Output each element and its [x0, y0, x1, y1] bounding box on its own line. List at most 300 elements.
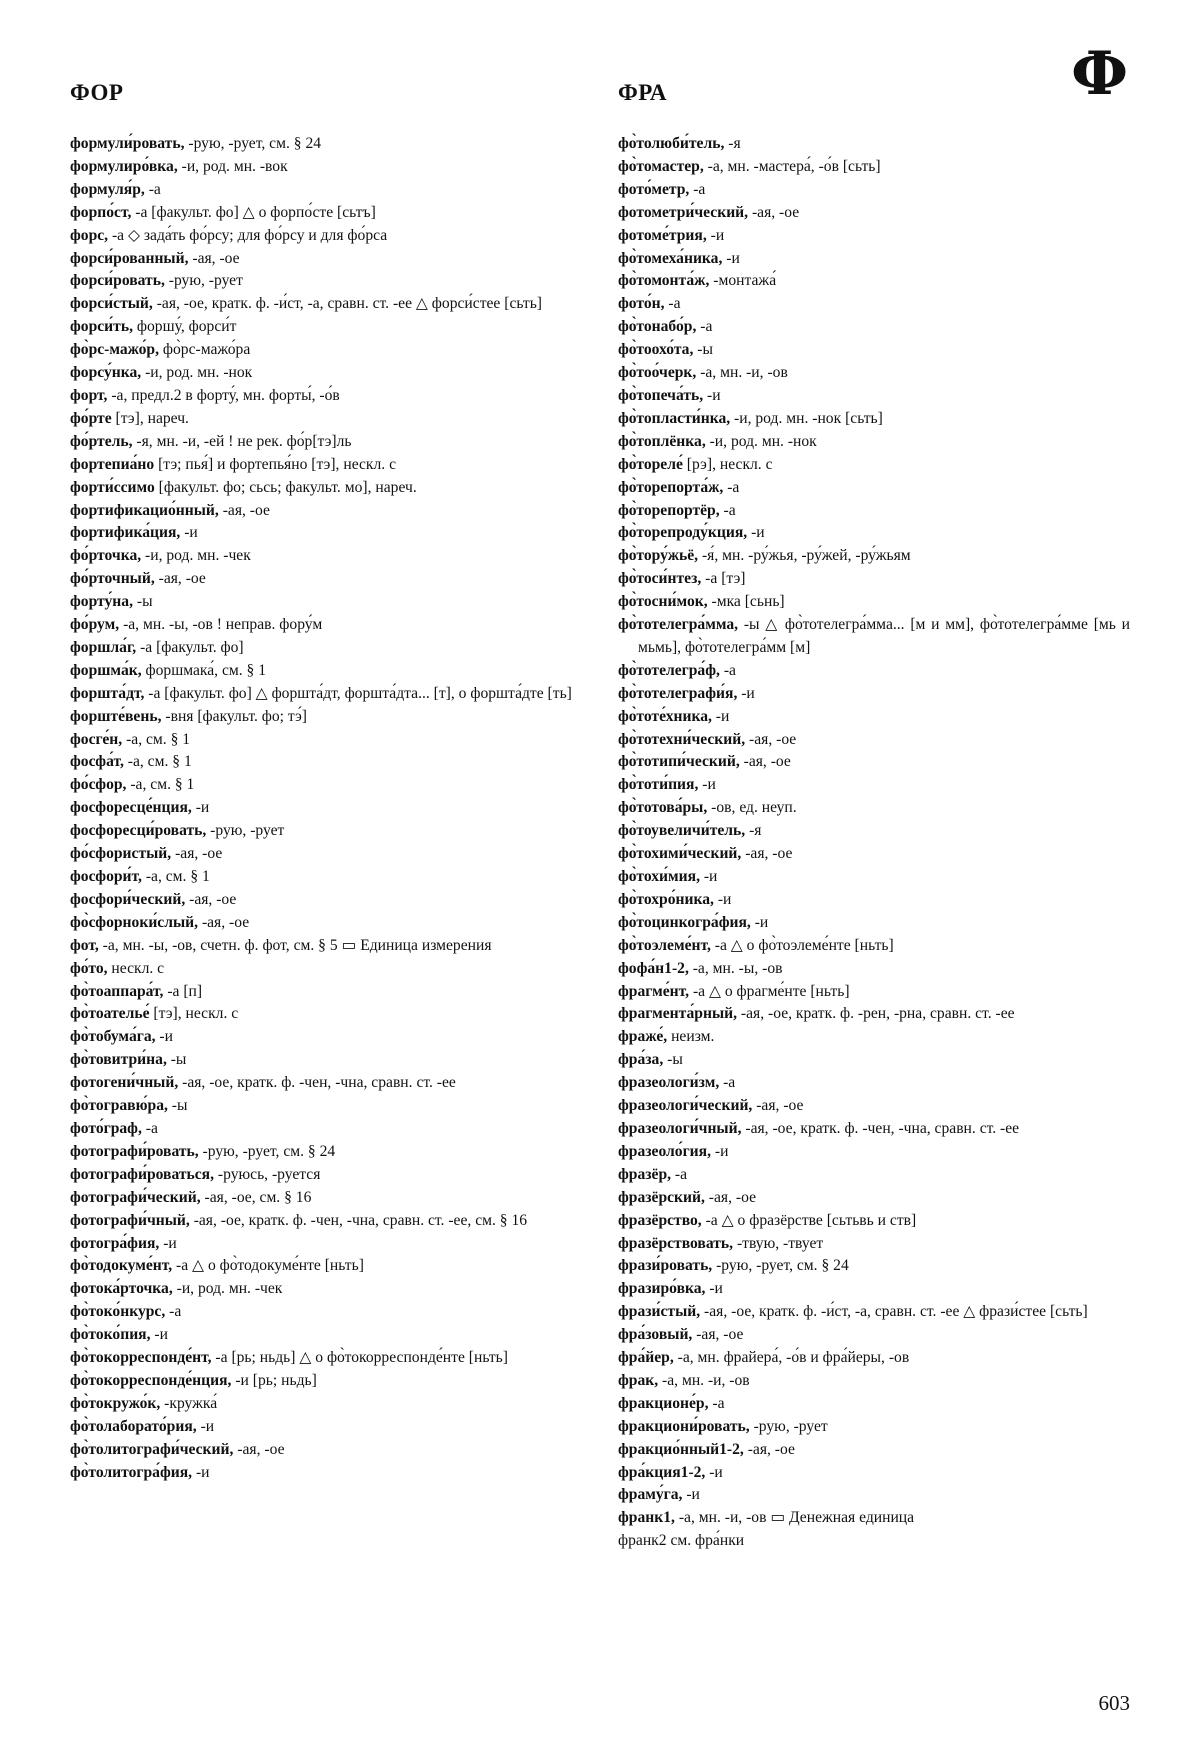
entry-definition: -и — [192, 1463, 210, 1481]
dictionary-entry — [618, 1324, 1130, 1347]
entry-headword: фо̀тотова́ры, — [618, 799, 708, 817]
entry-definition: -а ◇ зада́ть фо́рсу; для фо́рсу и для фо́рса — [108, 226, 388, 244]
dictionary-entry — [618, 683, 1130, 706]
entry-definition: -ая, -ое — [188, 249, 240, 267]
entry-headword: фо̀токорреспонде́нция, — [70, 1371, 232, 1389]
dictionary-entry — [618, 751, 1130, 774]
dictionary-entry — [70, 1210, 586, 1233]
entry-definition: -а — [708, 1394, 725, 1412]
entry-definition: -рую, -рует — [206, 822, 285, 840]
entry-headword: фото́граф, — [70, 1119, 142, 1137]
entry-definition: -а — [689, 180, 706, 198]
entry-definition: -а, мн. -ы, -ов ! неправ. фору́м — [119, 616, 323, 634]
dictionary-entry — [618, 1233, 1130, 1256]
dictionary-entry — [70, 477, 586, 500]
entry-headword: фо́то, — [70, 959, 108, 977]
entry-headword: форту́на, — [70, 593, 133, 611]
dictionary-entry — [70, 1233, 586, 1256]
entry-definition: -а — [671, 1165, 688, 1183]
entry-definition: -и, род. мн. -нок [сьть] — [730, 409, 883, 427]
entry-definition: -а — [723, 478, 740, 496]
entry-definition: -ая, -ое, кратк. ф. -и́ст, -а, сравн. ст. -ее △ форси́стее [сьть] — [152, 295, 543, 313]
entry-definition: -ая, -ое — [233, 1440, 285, 1458]
entry-headword: фо̀токорреспонде́нт, — [70, 1349, 212, 1367]
entry-definition: -ы — [132, 593, 153, 611]
entry-definition: -кружка́ — [160, 1394, 218, 1412]
dictionary-entry — [70, 408, 586, 431]
entry-headword: фо́рте — [70, 409, 112, 427]
left-guide-word: ФОР — [70, 80, 124, 105]
entry-definition: -и — [737, 684, 755, 702]
entry-headword: форпо́ст, — [70, 203, 132, 221]
entry-definition: -а [факульт. фо] — [136, 638, 244, 656]
entry-definition: -и — [750, 913, 769, 931]
dictionary-entry — [618, 1393, 1130, 1416]
entry-headword: фо̀топеча́ть, — [618, 386, 704, 404]
dictionary-entry — [70, 751, 586, 774]
entry-definition: -и — [722, 249, 740, 267]
entry-headword: фо̀токо́нкурс, — [70, 1303, 166, 1321]
entry-definition: франк2 см. фра́нки — [618, 1532, 745, 1550]
entry-headword: фо̀токо́пия, — [70, 1326, 151, 1344]
dictionary-entry — [618, 1141, 1130, 1164]
entry-headword: фосфори́ческий, — [70, 890, 186, 908]
entry-headword: форти́ссимо — [70, 478, 155, 496]
dictionary-entry — [70, 270, 586, 293]
dictionary-entry — [618, 339, 1130, 362]
entry-headword: фразеоло́гия, — [618, 1142, 711, 1160]
entry-definition: -и — [711, 707, 730, 725]
entry-headword: фо̀тореле́ — [618, 455, 683, 473]
entry-definition: -ая, -ое, кратк. ф. -рен, -рна, сравн. ст. -ее — [737, 1005, 1015, 1023]
dictionary-entry — [618, 522, 1130, 545]
entry-definition: -а, мн. -и, -ов — [696, 364, 788, 382]
entry-definition: неизм. — [667, 1028, 715, 1046]
entry-definition: -а, мн. -ы, -ов — [688, 959, 783, 977]
entry-headword: форшта́дт, — [70, 684, 145, 702]
entry-definition: -я, мн. -и, -ей ! не рек. фо́р[тэ]ль — [132, 432, 352, 450]
dictionary-entry — [618, 935, 1130, 958]
dictionary-entry — [70, 248, 586, 271]
entry-definition: -а — [719, 661, 736, 679]
dictionary-entry — [618, 316, 1130, 339]
dictionary-entry — [70, 1439, 586, 1462]
entry-headword: фракционе́р, — [618, 1394, 709, 1412]
entry-headword: фосфори́т, — [70, 868, 142, 885]
entry-headword: фотометри́ческий, — [618, 203, 749, 221]
entry-definition: фо̀рс-мажо́ра — [158, 341, 251, 359]
entry-definition: -и — [713, 890, 732, 908]
entry-headword: форшла́г, — [70, 638, 137, 656]
dictionary-entry — [70, 454, 586, 477]
entry-headword: фраже́, — [618, 1028, 668, 1046]
entry-definition: -ы — [663, 1051, 683, 1069]
entry-definition: -а, см. § 1 — [141, 868, 210, 885]
entry-definition: -ая, -ое — [741, 845, 793, 863]
dictionary-entry — [70, 522, 586, 545]
entry-definition: -ая, -ое — [704, 1188, 756, 1206]
dictionary-entry — [618, 1530, 1130, 1553]
dictionary-entry — [618, 912, 1130, 935]
dictionary-entry — [70, 1003, 586, 1026]
dictionary-entry — [70, 935, 586, 958]
entry-definition: -и, род. мн. -нок — [141, 364, 253, 382]
entry-headword: фо̀тотелегра́ф, — [618, 661, 720, 679]
entry-definition: -ая, -ое — [218, 501, 270, 519]
entry-definition: -а, мн. фрайера́, -о́в и фра́йеры, -ов — [673, 1349, 910, 1367]
dictionary-entry — [70, 660, 586, 683]
entry-definition: -ая, -ое — [739, 753, 791, 771]
entry-definition: [рэ], нескл. с — [682, 455, 773, 473]
entry-definition: -ая, -ое — [745, 730, 797, 748]
dictionary-entry — [618, 981, 1130, 1004]
entry-headword: фо̀токружо́к, — [70, 1394, 161, 1412]
entry-definition: -и — [705, 1280, 723, 1298]
entry-definition: -ая, -ое — [748, 203, 800, 221]
entry-headword: форт, — [70, 386, 108, 404]
dictionary-entry — [618, 133, 1130, 156]
entry-definition: -и — [155, 1028, 173, 1046]
entry-definition: -а, см. § 1 — [122, 730, 191, 748]
dictionary-entry — [70, 614, 586, 637]
dictionary-entry — [70, 156, 586, 179]
entry-definition: -а — [664, 295, 681, 313]
entry-headword: фразеологи́ческий, — [618, 1097, 753, 1115]
dictionary-entry — [618, 889, 1130, 912]
entry-definition: -а, мн. -ы, -ов, счетн. ф. фот, см. § 5 ▭ Единица измерения — [98, 936, 492, 954]
dictionary-entry — [618, 1484, 1130, 1507]
entry-definition: -ая, -ое — [198, 913, 250, 931]
dictionary-entry — [618, 568, 1130, 591]
dictionary-entry — [618, 660, 1130, 683]
entry-headword: фо̀тотелегра́мма, — [618, 616, 739, 634]
entry-definition: -и — [150, 1326, 168, 1344]
entry-headword: фотографи́чный, — [70, 1211, 190, 1229]
entry-headword: фра́кция1-2, — [618, 1463, 706, 1481]
entry-definition: -а △ о фо̀тодокуме́нте [ньть] — [172, 1257, 364, 1275]
entry-definition: -и — [682, 1486, 700, 1504]
entry-headword: фотографи́роваться, — [70, 1165, 215, 1183]
entry-headword: фразеологи́чный, — [618, 1119, 742, 1137]
entry-headword: фортепиа́но — [70, 455, 155, 473]
right-column — [618, 133, 1130, 1553]
dictionary-entry — [70, 981, 586, 1004]
entry-definition: -и — [698, 776, 716, 794]
entry-definition: -а [тэ] — [701, 570, 746, 588]
entry-headword: фо̀тохи́мия, — [618, 868, 700, 885]
entry-definition: -и, род. мн. -нок — [705, 432, 817, 450]
entry-definition: [тэ; пья́] и фортепья́но [тэ], нескл. с — [154, 455, 396, 473]
entry-definition: -а — [719, 501, 736, 519]
dictionary-entry — [618, 362, 1130, 385]
dictionary-entry — [70, 545, 586, 568]
dictionary-entry — [70, 1095, 586, 1118]
entry-headword: фо̀тоте́хника, — [618, 707, 712, 725]
entry-definition: -монтажа́ — [709, 272, 777, 290]
entry-definition: -ы — [167, 1097, 188, 1115]
entry-definition: -а, предл.2 в форту́, мн. форты́, -о́в — [107, 386, 340, 404]
dictionary-entry — [618, 729, 1130, 752]
entry-headword: фо̀рс-мажо́р, — [70, 341, 159, 359]
dictionary-entry — [70, 431, 586, 454]
dictionary-entry — [618, 958, 1130, 981]
entry-headword: фрак, — [618, 1371, 659, 1389]
dictionary-entry — [618, 1301, 1130, 1324]
entry-headword: формулиро́вка, — [70, 157, 178, 175]
entry-headword: фо̀тонабо́р, — [618, 318, 697, 336]
dictionary-entry — [70, 1416, 586, 1439]
dictionary-entry — [618, 1003, 1130, 1026]
entry-headword: фо̀толитогра́фия, — [70, 1463, 193, 1481]
dictionary-entry — [618, 1164, 1130, 1187]
entry-headword: фо̀тохро́ника, — [618, 890, 714, 908]
entry-headword: фо̀толюби́тель, — [618, 135, 725, 152]
entry-headword: фо́ртель, — [70, 432, 133, 450]
entry-headword: фотока́рточка, — [70, 1280, 173, 1298]
dictionary-entry — [70, 568, 586, 591]
entry-headword: фрази́стый, — [618, 1303, 701, 1321]
entry-definition: -мка [сьнь] — [707, 593, 785, 611]
dictionary-entry — [70, 958, 586, 981]
dictionary-entry — [70, 729, 586, 752]
dictionary-entry — [70, 706, 586, 729]
entry-definition: -и — [703, 386, 721, 404]
dictionary-entry — [70, 225, 586, 248]
entry-headword: фо́рточка, — [70, 547, 142, 565]
entry-headword: фо̀товитри́на, — [70, 1051, 167, 1069]
dictionary-entry — [618, 866, 1130, 889]
entry-headword: фрагме́нт, — [618, 982, 690, 1000]
entry-definition: -я́, мн. -ру́жья, -ру́жей, -ру́жьям — [698, 547, 911, 565]
entry-definition: -а, мн. -и, -ов — [658, 1371, 750, 1389]
entry-definition: -рую, -рует, см. § 24 — [184, 135, 322, 152]
dictionary-entry — [618, 454, 1130, 477]
dictionary-entry — [70, 1072, 586, 1095]
entry-headword: форси́стый, — [70, 295, 153, 313]
dictionary-entry — [70, 1255, 586, 1278]
entry-definition: нескл. с — [107, 959, 165, 977]
entry-headword: фотогра́фия, — [70, 1234, 160, 1252]
entry-headword: фосге́н, — [70, 730, 123, 748]
dictionary-entry — [70, 1187, 586, 1210]
entry-definition: -и — [191, 799, 210, 817]
entry-definition: -рую, -рует — [749, 1417, 828, 1435]
entry-headword: фо̀торепроду́кция, — [618, 524, 748, 542]
entry-definition: -ая, -ое — [752, 1097, 804, 1115]
entry-headword: фо̀тоэлеме́нт, — [618, 936, 711, 954]
entry-definition: -ая, -ое, кратк. ф. -чен, -чна, сравн. ст. -ее — [741, 1119, 1020, 1137]
entry-definition: -и — [699, 868, 718, 885]
entry-headword: формули́ровать, — [70, 135, 185, 152]
dictionary-entry — [70, 866, 586, 889]
entry-definition: -и — [706, 226, 725, 244]
entry-headword: фо̀тоцинкогра́фия, — [618, 913, 751, 931]
dictionary-entry — [618, 1072, 1130, 1095]
entry-headword: фо̀тогравю́ра, — [70, 1097, 168, 1115]
entry-headword: фразеологи́зм, — [618, 1074, 720, 1092]
dictionary-entry — [618, 1255, 1130, 1278]
dictionary-entry — [70, 637, 586, 660]
entry-definition: -руюсь, -руется — [214, 1165, 321, 1183]
entry-headword: форси́рованный, — [70, 249, 189, 267]
entry-definition: -ая, -ое, см. § 16 — [200, 1188, 312, 1206]
entry-headword: форште́вень, — [70, 707, 162, 725]
entry-definition: -а [рь; ньдь] △ о фо̀токорреспонде́нте [ньть] — [211, 1349, 508, 1367]
entry-definition: -а — [719, 1074, 736, 1092]
dictionary-entry — [70, 293, 586, 316]
dictionary-entry — [618, 248, 1130, 271]
entry-definition: -рую, -рует, см. § 24 — [198, 1142, 336, 1160]
entry-headword: фо́сфор, — [70, 776, 127, 794]
dictionary-entry — [70, 1370, 586, 1393]
entry-definition: -а, мн. -мастера́, -о́в [сьть] — [703, 157, 881, 175]
entry-definition: -и — [710, 1142, 729, 1160]
entry-headword: форшма́к, — [70, 661, 142, 679]
entry-headword: фо̀торепортёр, — [618, 501, 720, 519]
dictionary-entry — [618, 477, 1130, 500]
dictionary-entry — [618, 179, 1130, 202]
dictionary-entry — [618, 385, 1130, 408]
entry-definition: [тэ], нескл. с — [149, 1005, 239, 1023]
entry-definition: -ая, -ое — [743, 1440, 795, 1458]
dictionary-entry — [618, 591, 1130, 614]
entry-definition: -ая, -ое, кратк. ф. -и́ст, -а, сравн. ст. -ее △ фрази́стее [сьть] — [700, 1303, 1088, 1321]
entry-definition: форшмака́, см. § 1 — [141, 661, 267, 679]
dictionary-entry — [70, 1141, 586, 1164]
dictionary-entry — [618, 706, 1130, 729]
dictionary-entry — [618, 1439, 1130, 1462]
dictionary-entry — [70, 1393, 586, 1416]
dictionary-entry — [618, 431, 1130, 454]
entry-headword: фо̀томеха́ника, — [618, 249, 723, 267]
entry-definition: -и, род. мн. -чек — [141, 547, 251, 565]
left-column — [70, 133, 586, 1484]
entry-definition: -а △ о фразёрстве [сьтьвь и ств] — [701, 1211, 917, 1229]
entry-headword: фо̀томонта́ж, — [618, 272, 710, 290]
dictionary-entry — [70, 339, 586, 362]
entry-headword: фортифика́ция, — [70, 524, 181, 542]
entry-headword: фразёр, — [618, 1165, 672, 1183]
dictionary-entry — [618, 1370, 1130, 1393]
entry-headword: фо̀тоохо́та, — [618, 341, 694, 359]
entry-headword: фо̀тодокуме́нт, — [70, 1257, 173, 1275]
entry-headword: фо̀тору́жьё, — [618, 547, 699, 565]
entry-headword: форси́ровать, — [70, 272, 165, 290]
dictionary-entry — [70, 1324, 586, 1347]
entry-headword: фраму́га, — [618, 1486, 683, 1504]
dictionary-entry — [618, 1462, 1130, 1485]
entry-headword: фотоме́трия, — [618, 226, 707, 244]
dictionary-entry — [70, 362, 586, 385]
entry-definition: -рую, -рует, см. § 24 — [712, 1257, 849, 1275]
entry-headword: фо̀тосни́мок, — [618, 593, 708, 611]
dictionary-entry — [70, 1462, 586, 1485]
entry-headword: форс, — [70, 226, 109, 244]
entry-headword: фразёрствовать, — [618, 1234, 734, 1252]
entry-headword: фракциони́ровать, — [618, 1417, 750, 1435]
entry-headword: франк1, — [618, 1509, 675, 1527]
dictionary-entry — [70, 202, 586, 225]
dictionary-entry — [618, 843, 1130, 866]
dictionary-entry — [70, 591, 586, 614]
entry-definition: -твую, -твует — [733, 1234, 824, 1252]
entry-definition: -рую, -рует — [164, 272, 243, 290]
dictionary-entry — [618, 225, 1130, 248]
dictionary-entry — [70, 1278, 586, 1301]
entry-headword: фо̀торепорта́ж, — [618, 478, 724, 496]
dictionary-entry — [618, 1187, 1130, 1210]
entry-headword: форси́ть, — [70, 318, 133, 336]
entry-headword: фо̀сфорноки́слый, — [70, 913, 199, 931]
entry-headword: фра́за, — [618, 1051, 664, 1069]
entry-headword: фра́йер, — [618, 1349, 674, 1367]
entry-definition: -ая, -ое — [171, 845, 223, 863]
entry-headword: фо̀тотелеграфи́я, — [618, 684, 738, 702]
entry-headword: фо̀тобума́га, — [70, 1028, 156, 1046]
dictionary-entry — [618, 1210, 1130, 1233]
entry-definition: -и — [747, 524, 765, 542]
dictionary-entry — [618, 1416, 1130, 1439]
entry-definition: -и — [705, 1463, 723, 1481]
dictionary-entry — [70, 774, 586, 797]
entry-definition: -ы — [693, 341, 713, 359]
entry-headword: фо̀топлёнка, — [618, 432, 706, 450]
entry-headword: фо́сфористый, — [70, 845, 172, 863]
entry-headword: фразиро́вка, — [618, 1280, 706, 1298]
dictionary-entry — [618, 614, 1130, 660]
dictionary-entry — [618, 1026, 1130, 1049]
entry-headword: фрази́ровать, — [618, 1257, 713, 1275]
entry-headword: фо̀тотипи́ческий, — [618, 753, 740, 771]
dictionary-entry — [618, 1095, 1130, 1118]
dictionary-entry — [618, 1118, 1130, 1141]
dictionary-entry — [618, 820, 1130, 843]
entry-definition: -я — [745, 822, 762, 840]
entry-definition: -а, мн. -и, -ов ▭ Денежная единица — [674, 1509, 915, 1527]
dictionary-entry — [70, 1347, 586, 1370]
entry-definition: -и, род. мн. -чек — [172, 1280, 283, 1298]
entry-definition: -а — [144, 180, 161, 198]
dictionary-entry — [618, 202, 1130, 225]
entry-definition: -ая, -ое — [185, 890, 237, 908]
entry-definition: [факульт. фо; сьсь; факульт. мо], нареч. — [154, 478, 417, 496]
entry-headword: фо́рточный, — [70, 570, 155, 588]
dictionary-entry — [70, 797, 586, 820]
dictionary-entry — [70, 179, 586, 202]
entry-headword: фо̀тоателье́ — [70, 1005, 150, 1023]
entry-definition: -а [п] — [163, 982, 203, 1000]
dictionary-entry — [70, 133, 586, 156]
dictionary-entry — [70, 912, 586, 935]
entry-definition: -ая, -ое, кратк. ф. -чен, -чна, сравн. ст. -ее, см. § 16 — [189, 1211, 528, 1229]
dictionary-entry — [70, 1049, 586, 1072]
dictionary-entry — [70, 385, 586, 408]
entry-definition: -а [факульт. фо] △ о форпо́сте [сьтъ] — [131, 203, 376, 221]
entry-headword: фортификацио́нный, — [70, 501, 219, 519]
entry-headword: фразёрство, — [618, 1211, 702, 1229]
entry-headword: фосфоресци́ровать, — [70, 822, 207, 840]
entry-definition: -и — [180, 524, 198, 542]
entry-headword: фо̀толитографи́ческий, — [70, 1440, 234, 1458]
entry-definition: -а — [696, 318, 713, 336]
dictionary-entry — [70, 316, 586, 339]
entry-definition: -ая, -ое — [692, 1326, 744, 1344]
entry-headword: фотогени́чный, — [70, 1074, 179, 1092]
entry-headword: фотографи́ческий, — [70, 1188, 201, 1206]
dictionary-entry — [618, 408, 1130, 431]
dictionary-entry — [70, 683, 586, 706]
entry-headword: фо̀толаборато́рия, — [70, 1417, 197, 1435]
